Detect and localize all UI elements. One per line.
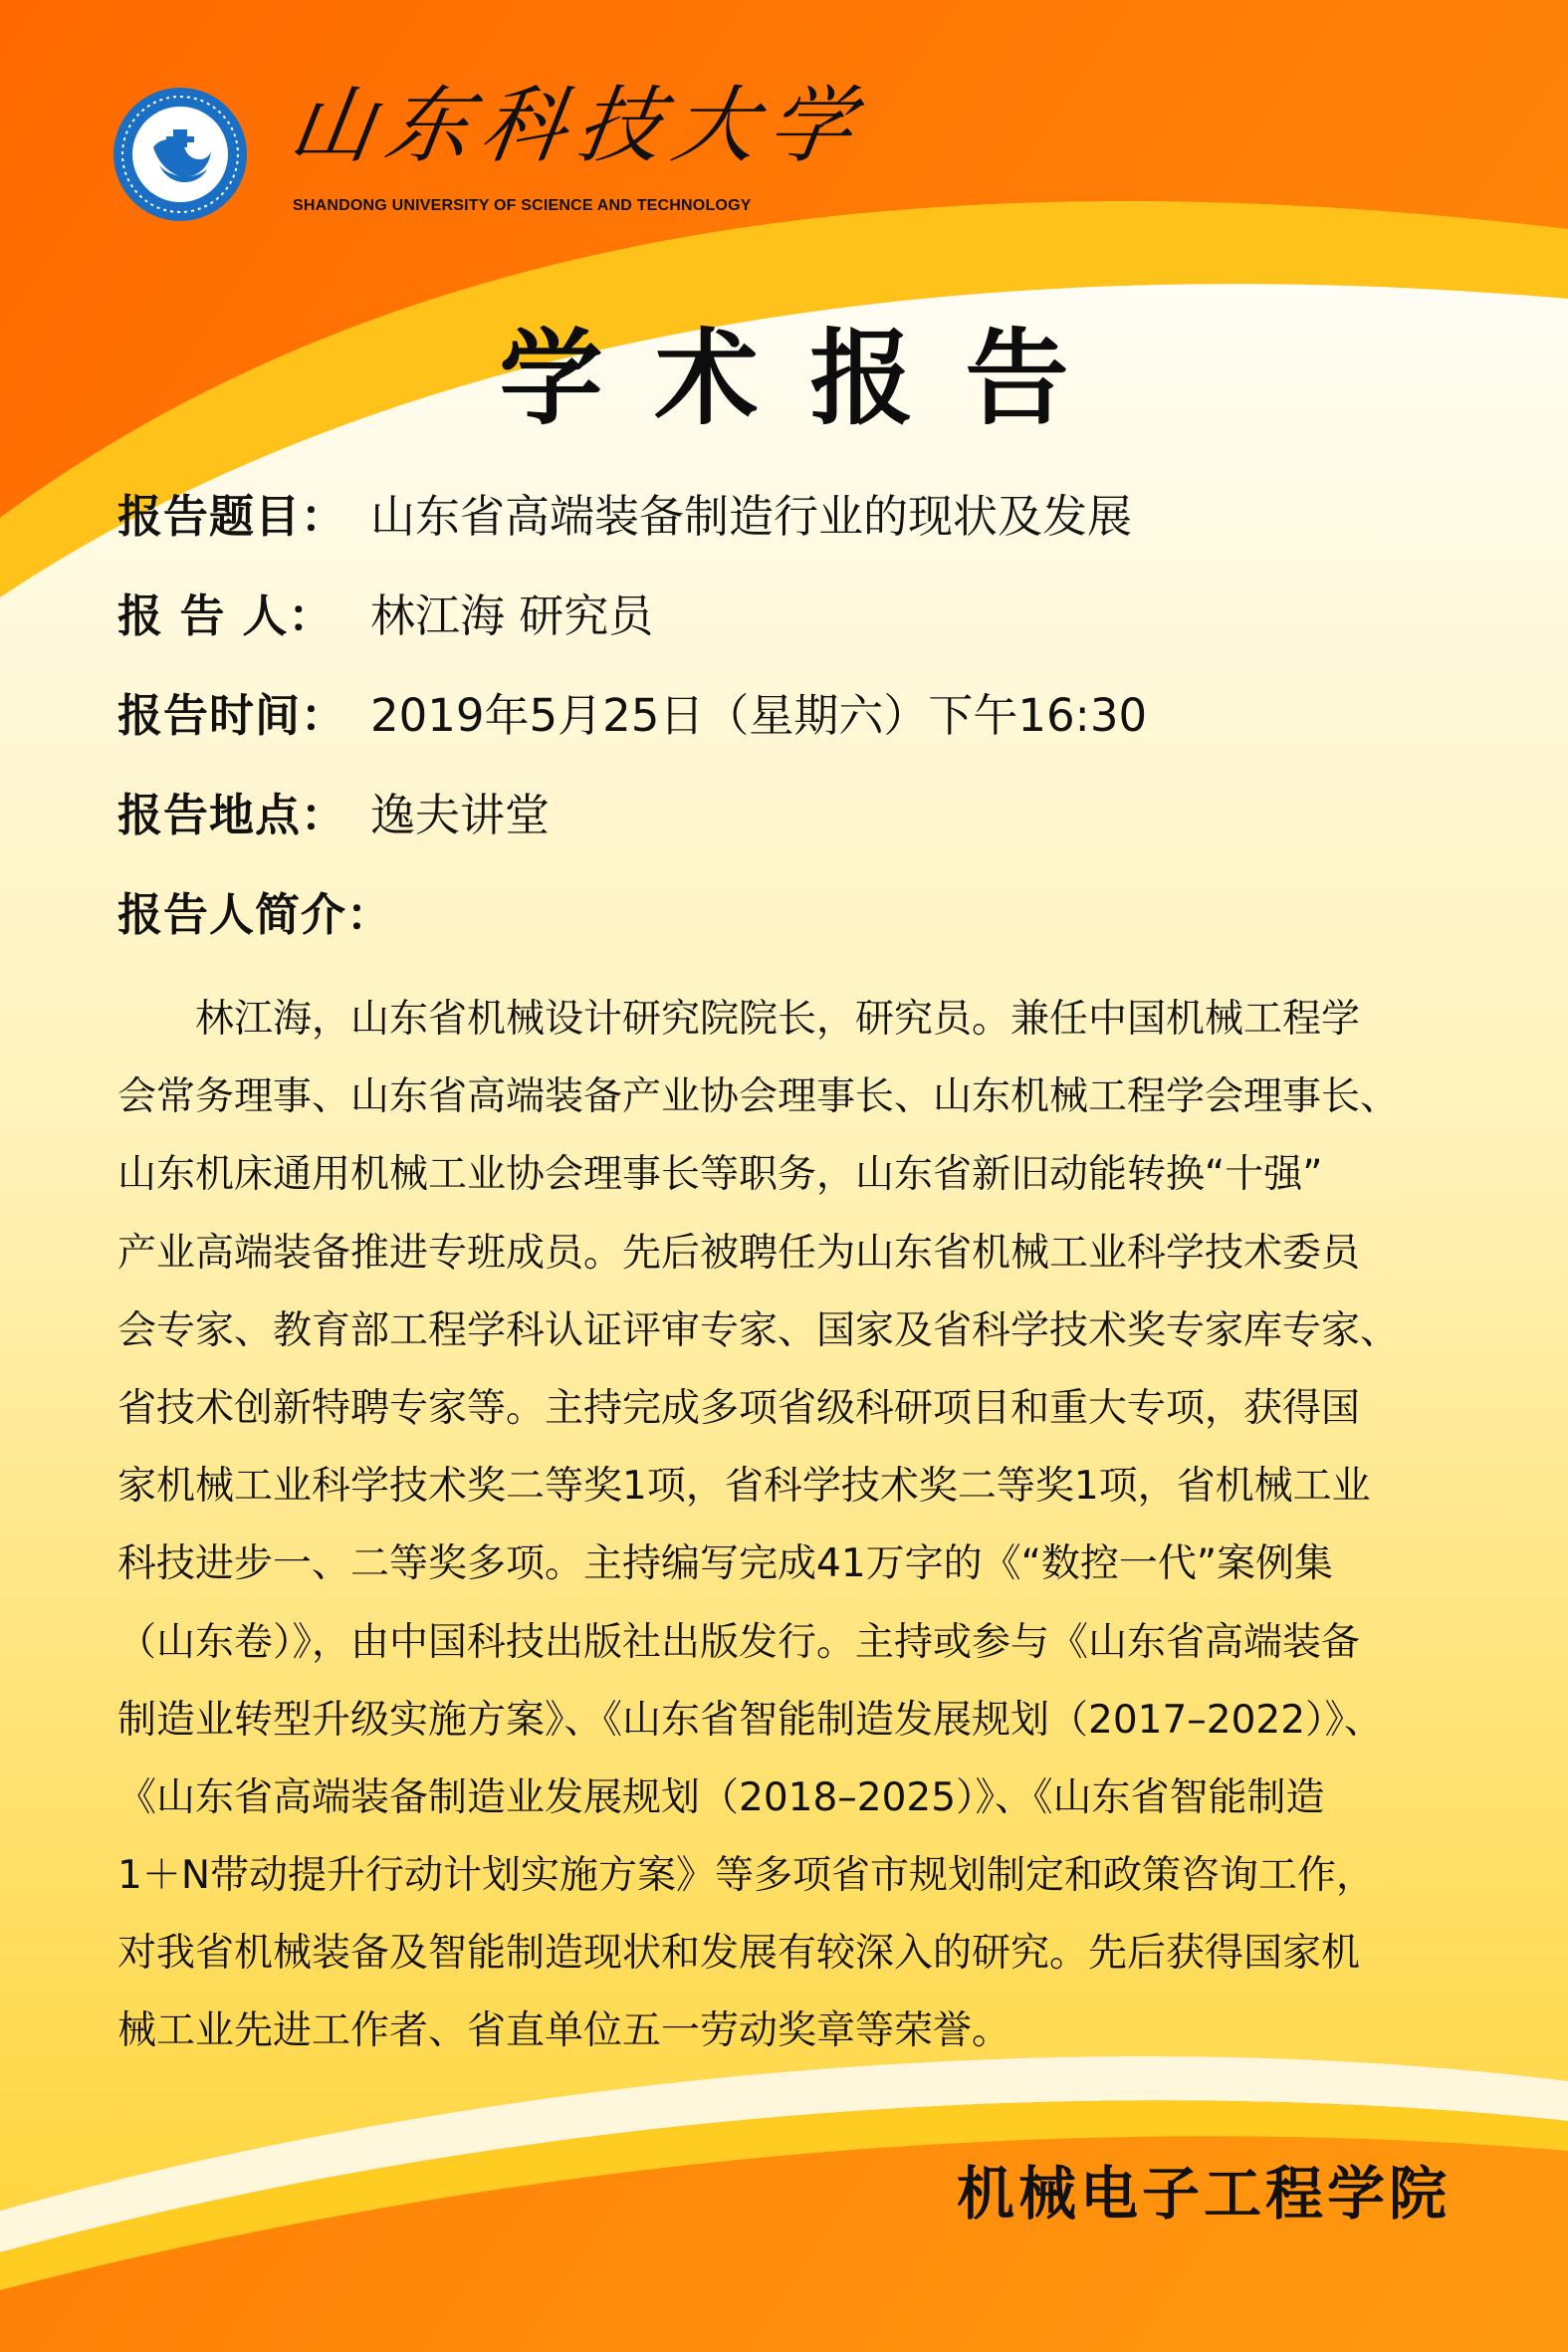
bio-line: 械工业先进工作者、省直单位五一劳动奖章等荣誉。 — [117, 2008, 1011, 2054]
report-topic-row — [117, 488, 1132, 547]
report-location-value: 逸夫讲堂 — [370, 789, 551, 841]
bio-line: 产业高端装备推进专班成员。先后被聘任为山东省机械工业科学技术委员 — [117, 1230, 1361, 1276]
bio-line: 家机械工业科学技术奖二等奖1项，省科学技术奖二等奖1项，省机械工业 — [117, 1464, 1371, 1510]
organizer-college: 机械电子工程学院 — [956, 2160, 1451, 2228]
bio-heading: 报告人简介： — [117, 888, 393, 941]
speaker-row — [117, 588, 653, 646]
bio-line: （山东卷）》，由中国科技出版社出版发行。主持或参与《山东省高端装备 — [117, 1619, 1361, 1665]
poster-title: 学术报告 — [499, 318, 1121, 439]
bio-line: 会专家、教育部工程学科认证评审专家、国家及省科学技术奖专家库专家、 — [117, 1307, 1400, 1353]
university-name-english: SHANDONG UNIVERSITY OF SCIENCE AND TECHNOLOGY — [293, 197, 752, 214]
bio-line: 1＋N带动提升行动计划实施方案》等多项省市规划制定和政策咨询工作， — [117, 1853, 1375, 1899]
bio-line: 科技进步一、二等奖多项。主持编写完成41万字的《“数控一代”案例集 — [117, 1541, 1334, 1587]
bio-line: 省技术创新特聘专家等。主持完成多项省级科研项目和重大专项，获得国 — [117, 1385, 1361, 1431]
bio-line: 制造业转型升级实施方案》、《山东省智能制造发展规划（2017–2022）》、 — [117, 1697, 1384, 1743]
bio-line: 对我省机械装备及智能制造现状和发展有较深入的研究。先后获得国家机 — [117, 1931, 1361, 1977]
bio-line: 山东机床通用机械工业协会理事长等职务，山东省新旧动能转换“十强” — [117, 1152, 1323, 1198]
bio-line: 林江海，山东省机械设计研究院院长，研究员。兼任中国机械工程学 — [117, 997, 1361, 1042]
speaker-bio — [117, 981, 1456, 2071]
bio-line: 会常务理事、山东省高端装备产业协会理事长、山东机械工程学会理事长、 — [117, 1074, 1400, 1120]
speaker-label: 报 告 人： — [117, 589, 335, 642]
report-time-row — [117, 687, 1147, 746]
report-location-row — [117, 787, 550, 845]
report-location-label: 报告地点： — [117, 789, 347, 841]
university-name-chinese: 山东科技大学 — [284, 77, 871, 174]
report-time-value: 2019年5月25日（星期六）下午16:30 — [370, 689, 1148, 742]
bio-heading-row — [117, 886, 393, 945]
speaker-value: 林江海 研究员 — [370, 589, 654, 642]
bio-line: 《山东省高端装备制造业发展规划（2018–2025）》、《山东省智能制造 — [117, 1774, 1325, 1820]
report-topic-value: 山东省高端装备制造行业的现状及发展 — [370, 490, 1133, 543]
report-topic-label: 报告题目： — [117, 490, 347, 543]
university-emblem-icon — [112, 86, 249, 223]
report-time-label: 报告时间： — [117, 689, 347, 742]
